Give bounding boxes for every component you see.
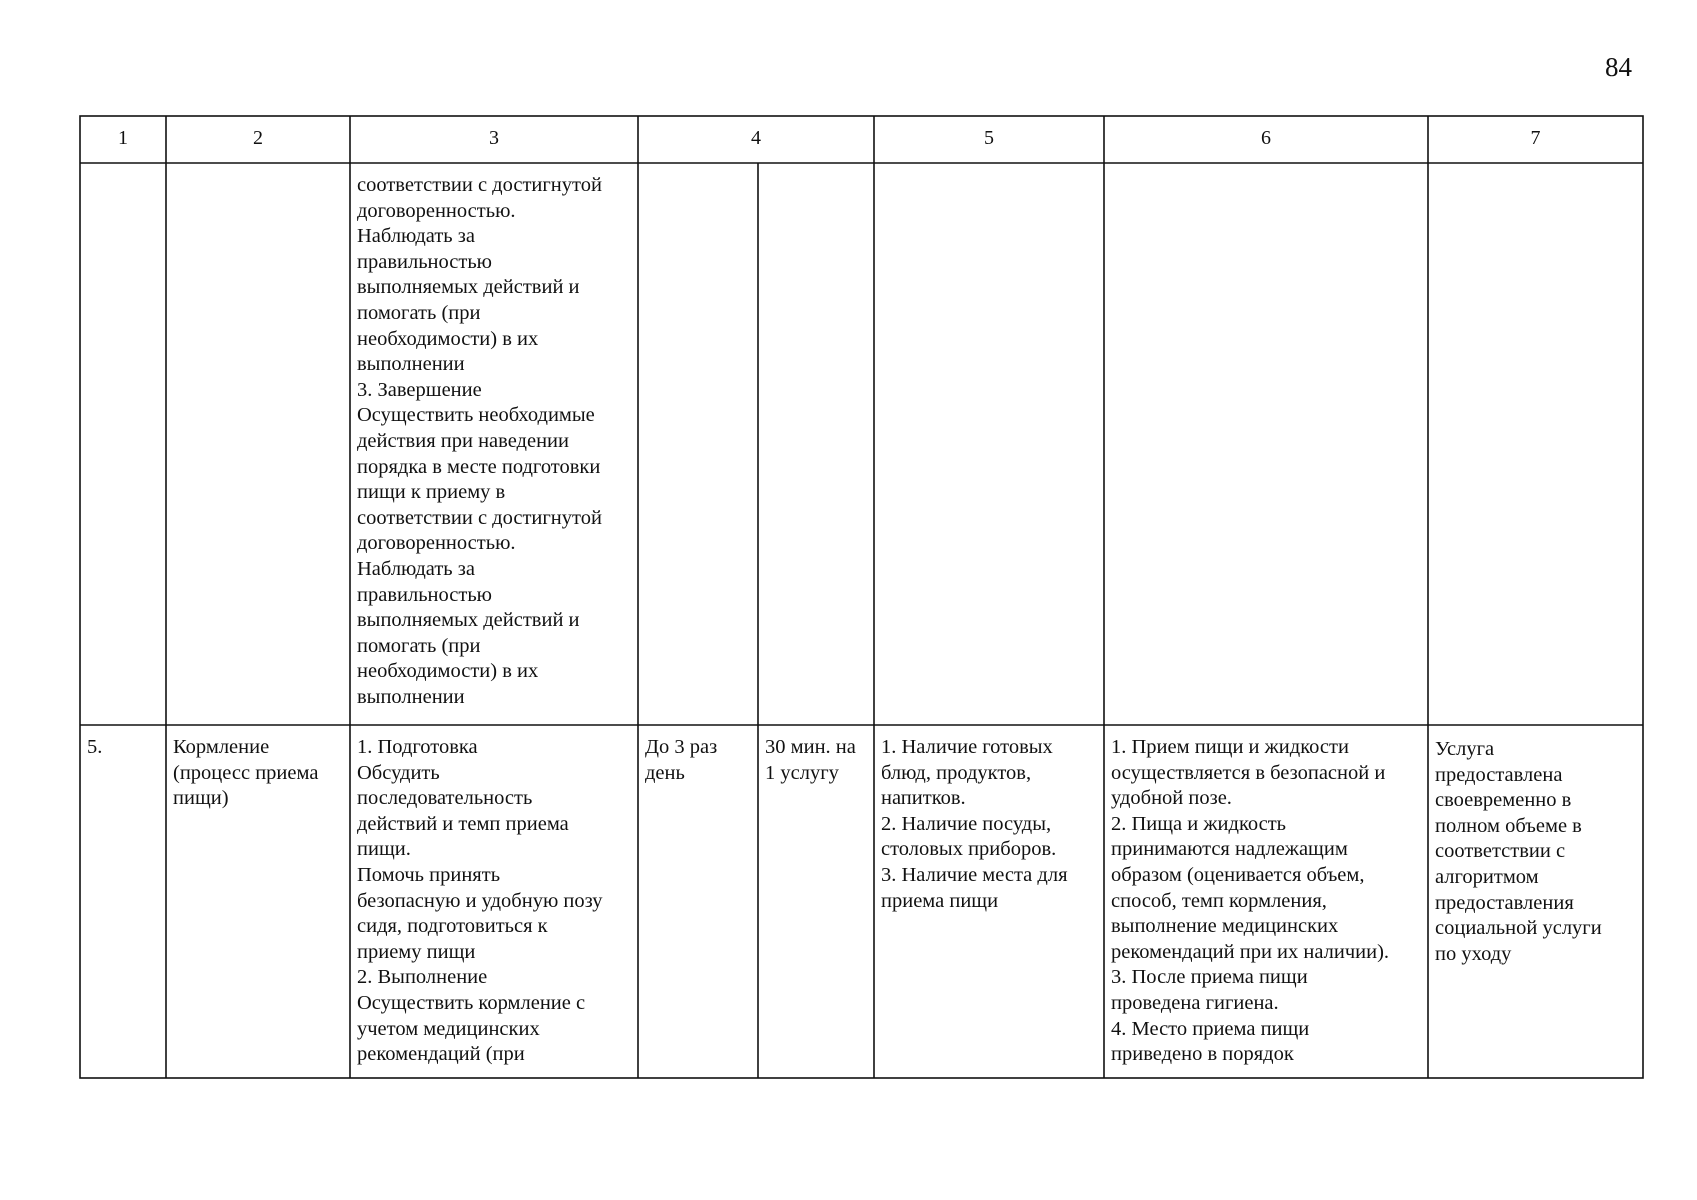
row-5-procedure: 1. Подготовка Обсудить последовательность действий и темп приема пищи. Помочь принять безопасную и удобную позу сидя, подготовиться к приему пищи 2. Выполнение Осуществить кормление с учетом медицинских рекомендаций (при [357,736,603,1066]
header-col-1: 1 [118,127,128,149]
header-col-2: 2 [253,127,263,149]
header-col-4: 4 [751,127,761,149]
row-5-duration: 30 мин. на 1 услугу [765,736,856,784]
header-col-5: 5 [984,127,994,149]
header-col-3: 3 [489,127,499,149]
page-number: 84 [1605,52,1632,82]
row-5-quality-indicators: 1. Прием пищи и жидкости осуществляется в безопасной и удобной позе. 2. Пища и жидкость принимаются надлежащим образом (оценивается объем, способ, темп кормления, выполнение медицинских рекомендаций при их наличии). 3. После приема пищи проведена гигиена. 4. Место приема пищи приведено в порядок [1111,736,1390,1066]
continuation-col-3-text: соответствии с достигнутой договоренностью. Наблюдать за правильностью выполняемых действий и помогать (при необходимости) в их выполнении 3. Завершение Осуществить необходимые действия при наведении порядка в месте подготовки пищи к приему в соответствии с достигнутой договоренностью. Наблюдать за правильностью выполняемых действий и помогать (при необходимости) в их выполнении [357,174,602,708]
row-5-frequency: До 3 раз день [645,736,718,784]
row-5-service-name: Кормление (процесс приема пищи) [173,736,319,810]
row-5-evaluation: Услуга предоставлена своевременно в полном объеме в соответствии с алгоритмом предоставления социальной услуги по уходу [1435,738,1602,965]
row-5-number: 5. [87,736,103,758]
header-col-6: 6 [1261,127,1271,149]
row-5-conditions: 1. Наличие готовых блюд, продуктов, напитков. 2. Наличие посуды, столовых приборов. 3. Наличие места для приема пищи [881,736,1068,912]
header-col-7: 7 [1530,127,1541,149]
services-table [79,115,1644,1080]
